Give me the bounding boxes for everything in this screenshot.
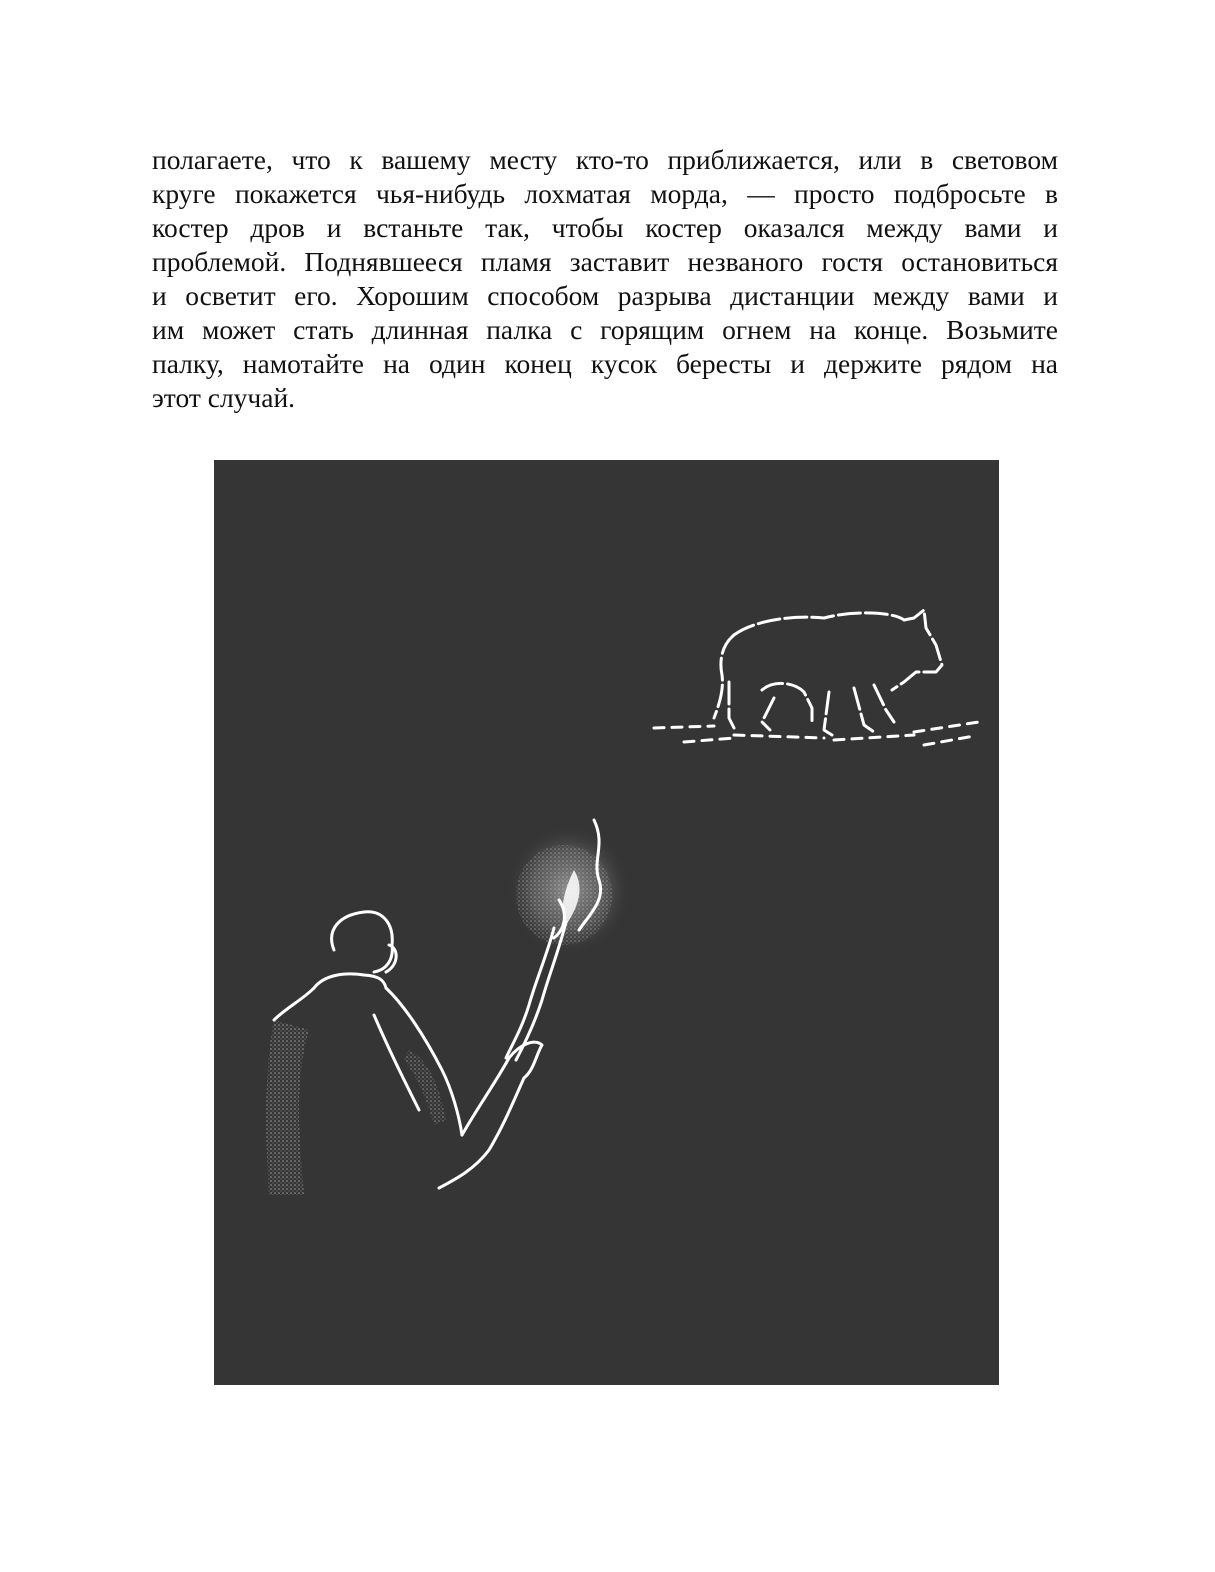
body-paragraph [152,143,1058,415]
illustration-drawing [214,460,999,1385]
paragraph-line: проблемой. Поднявшееся пламя заставит незваного гостя остановиться [152,246,1058,277]
wolf-figure [714,610,942,735]
paragraph-line: полагаете, что к вашему месту кто-то приближается, или в световом [152,144,1058,175]
torch-flame [507,820,631,955]
paragraph-line: и осветит его. Хорошим способом разрыва дистанции между вами и [152,280,1058,311]
person-figure [274,912,542,1188]
illustration-person-torch-wolf [214,460,999,1385]
paragraph-line: им может стать длинная палка с горящим огнем на конце. Возьмите [152,314,1058,345]
paragraph-line: палку, намотайте на один конец кусок бересты и держите рядом на [152,348,1058,379]
paragraph-line: этот случай. [152,382,296,413]
paragraph-line: костер дров и встаньте так, чтобы костер оказался между вами и [152,212,1058,243]
ground-lines [654,722,979,745]
paragraph-line: круге покажется чья-нибудь лохматая морда, — просто подбросьте в [152,178,1058,209]
